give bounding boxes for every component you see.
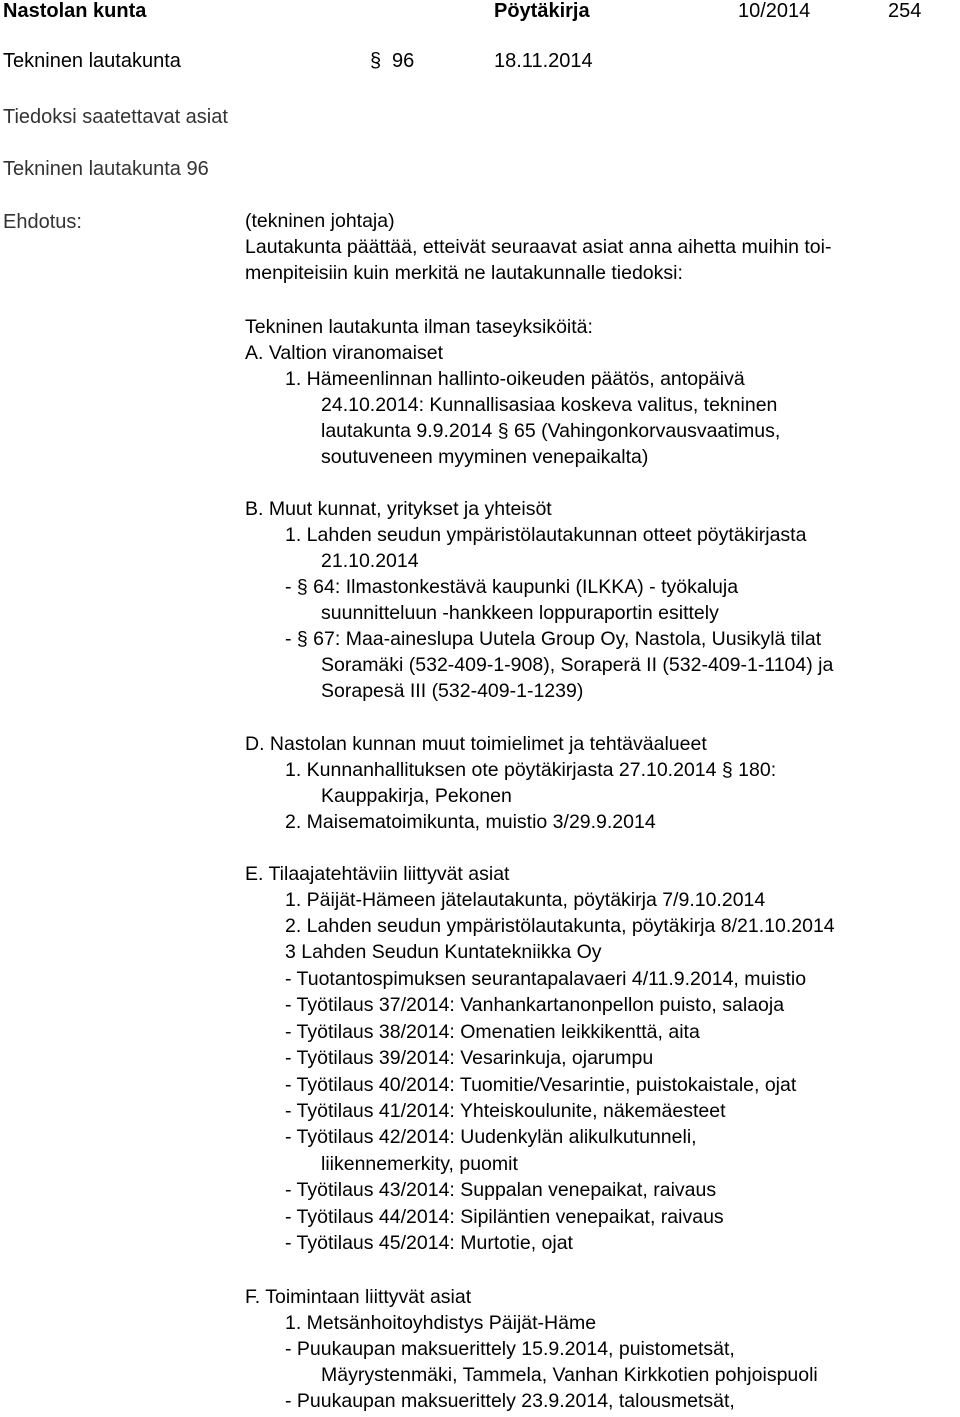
list-item-cont: Kauppakirja, Pekonen	[321, 785, 512, 807]
list-item: 3 Lahden Seudun Kuntatekniikka Oy	[285, 941, 602, 963]
page-number: 254	[888, 0, 922, 22]
list-item: - Työtilaus 37/2014: Vanhankartanonpellon puisto, salaoja	[285, 994, 785, 1016]
list-item: - Työtilaus 39/2014: Vesarinkuja, ojarumpu	[285, 1047, 654, 1069]
list-item: - Puukaupan maksuerittely 23.9.2014, talousmetsät,	[285, 1390, 735, 1412]
list-item-cont: 24.10.2014: Kunnallisasiaa koskeva valitus, tekninen	[321, 394, 778, 416]
item-title: Tiedoksi saatettavat asiat	[3, 106, 228, 128]
section-heading-a: A. Valtion viranomaiset	[245, 342, 443, 364]
proposal-label: Ehdotus:	[3, 211, 82, 233]
proposal-line: menpiteisiin kuin merkitä ne lautakunnalle tiedoksi:	[245, 262, 683, 284]
list-item-cont: suunnitteluun -hankkeen loppuraportin esittely	[321, 602, 719, 624]
list-item: - Työtilaus 40/2014: Tuomitie/Vesarintie, puistokaistale, ojat	[285, 1074, 797, 1096]
section-sign: §	[370, 50, 382, 72]
list-item: 2. Lahden seudun ympäristölautakunta, pöytäkirja 8/21.10.2014	[285, 915, 835, 937]
section-number: 96	[392, 50, 415, 72]
list-item: 2. Maisematoimikunta, muistio 3/29.9.2014	[285, 811, 656, 833]
list-item-cont: soutuveneen myyminen venepaikalta)	[321, 446, 649, 468]
document-number: 10/2014	[738, 0, 811, 22]
list-item: - Työtilaus 42/2014: Uudenkylän alikulkutunneli,	[285, 1126, 697, 1148]
list-item: - Työtilaus 43/2014: Suppalan venepaikat, raivaus	[285, 1179, 717, 1201]
item-reference-text: Tekninen lautakunta 96	[3, 158, 209, 180]
board-name: Tekninen lautakunta	[3, 50, 181, 72]
list-item: 1. Hämeenlinnan hallinto-oikeuden päätös, antopäivä	[285, 368, 745, 390]
list-item: 1. Metsänhoitoyhdistys Päijät-Häme	[285, 1312, 597, 1334]
section-heading-d: D. Nastolan kunnan muut toimielimet ja tehtäväalueet	[245, 733, 707, 755]
list-item: - Työtilaus 44/2014: Sipiläntien venepaikat, raivaus	[285, 1206, 724, 1228]
list-item-cont: liikennemerkity, puomit	[321, 1153, 518, 1175]
list-item: - Tuotantospimuksen seurantapalavaeri 4/11.9.2014, muistio	[285, 968, 807, 990]
list-item-cont: 21.10.2014	[321, 550, 419, 572]
list-item: - Puukaupan maksuerittely 15.9.2014, puistometsät,	[285, 1338, 735, 1360]
meeting-date: 18.11.2014	[494, 50, 593, 72]
list-item: - § 64: Ilmastonkestävä kaupunki (ILKKA) - työkaluja	[285, 576, 739, 598]
item-reference	[3, 158, 209, 181]
list-item: - Työtilaus 45/2014: Murtotie, ojat	[285, 1232, 573, 1254]
list-item: 1. Päijät-Hämeen jätelautakunta, pöytäkirja 7/9.10.2014	[285, 889, 766, 911]
proposal-line: Lautakunta päättää, etteivät seuraavat asiat anna aihetta muihin toi-	[245, 236, 832, 258]
section-heading-b: B. Muut kunnat, yritykset ja yhteisöt	[245, 498, 552, 520]
list-item: - § 67: Maa-aineslupa Uutela Group Oy, Nastola, Uusikylä tilat	[285, 628, 822, 650]
list-item: 1. Kunnanhallituksen ote pöytäkirjasta 27.10.2014 § 180:	[285, 759, 777, 781]
list-item: - Työtilaus 41/2014: Yhteiskoulunite, näkemäesteet	[285, 1100, 726, 1122]
org-name: Nastolan kunta	[3, 0, 147, 22]
list-item-cont: Sorapesä III (532-409-1-1239)	[321, 680, 584, 702]
list-item-cont: Soramäki (532-409-1-908), Soraperä II (532-409-1-1104) ja	[321, 654, 834, 676]
proposal-line: (tekninen johtaja)	[245, 210, 395, 232]
document-type: Pöytäkirja	[494, 0, 590, 22]
body-heading: Tekninen lautakunta ilman taseyksiköitä:	[245, 316, 593, 338]
list-item: 1. Lahden seudun ympäristölautakunnan otteet pöytäkirjasta	[285, 524, 807, 546]
list-item: - Työtilaus 38/2014: Omenatien leikkikenttä, aita	[285, 1021, 700, 1043]
section-heading-f: F. Toimintaan liittyvät asiat	[245, 1286, 472, 1308]
list-item-cont: Mäyrystenmäki, Tammela, Vanhan Kirkkotien pohjoispuoli	[321, 1364, 818, 1386]
list-item-cont: lautakunta 9.9.2014 § 65 (Vahingonkorvausvaatimus,	[321, 420, 781, 442]
section-heading-e: E. Tilaajatehtäviin liittyvät asiat	[245, 863, 510, 885]
